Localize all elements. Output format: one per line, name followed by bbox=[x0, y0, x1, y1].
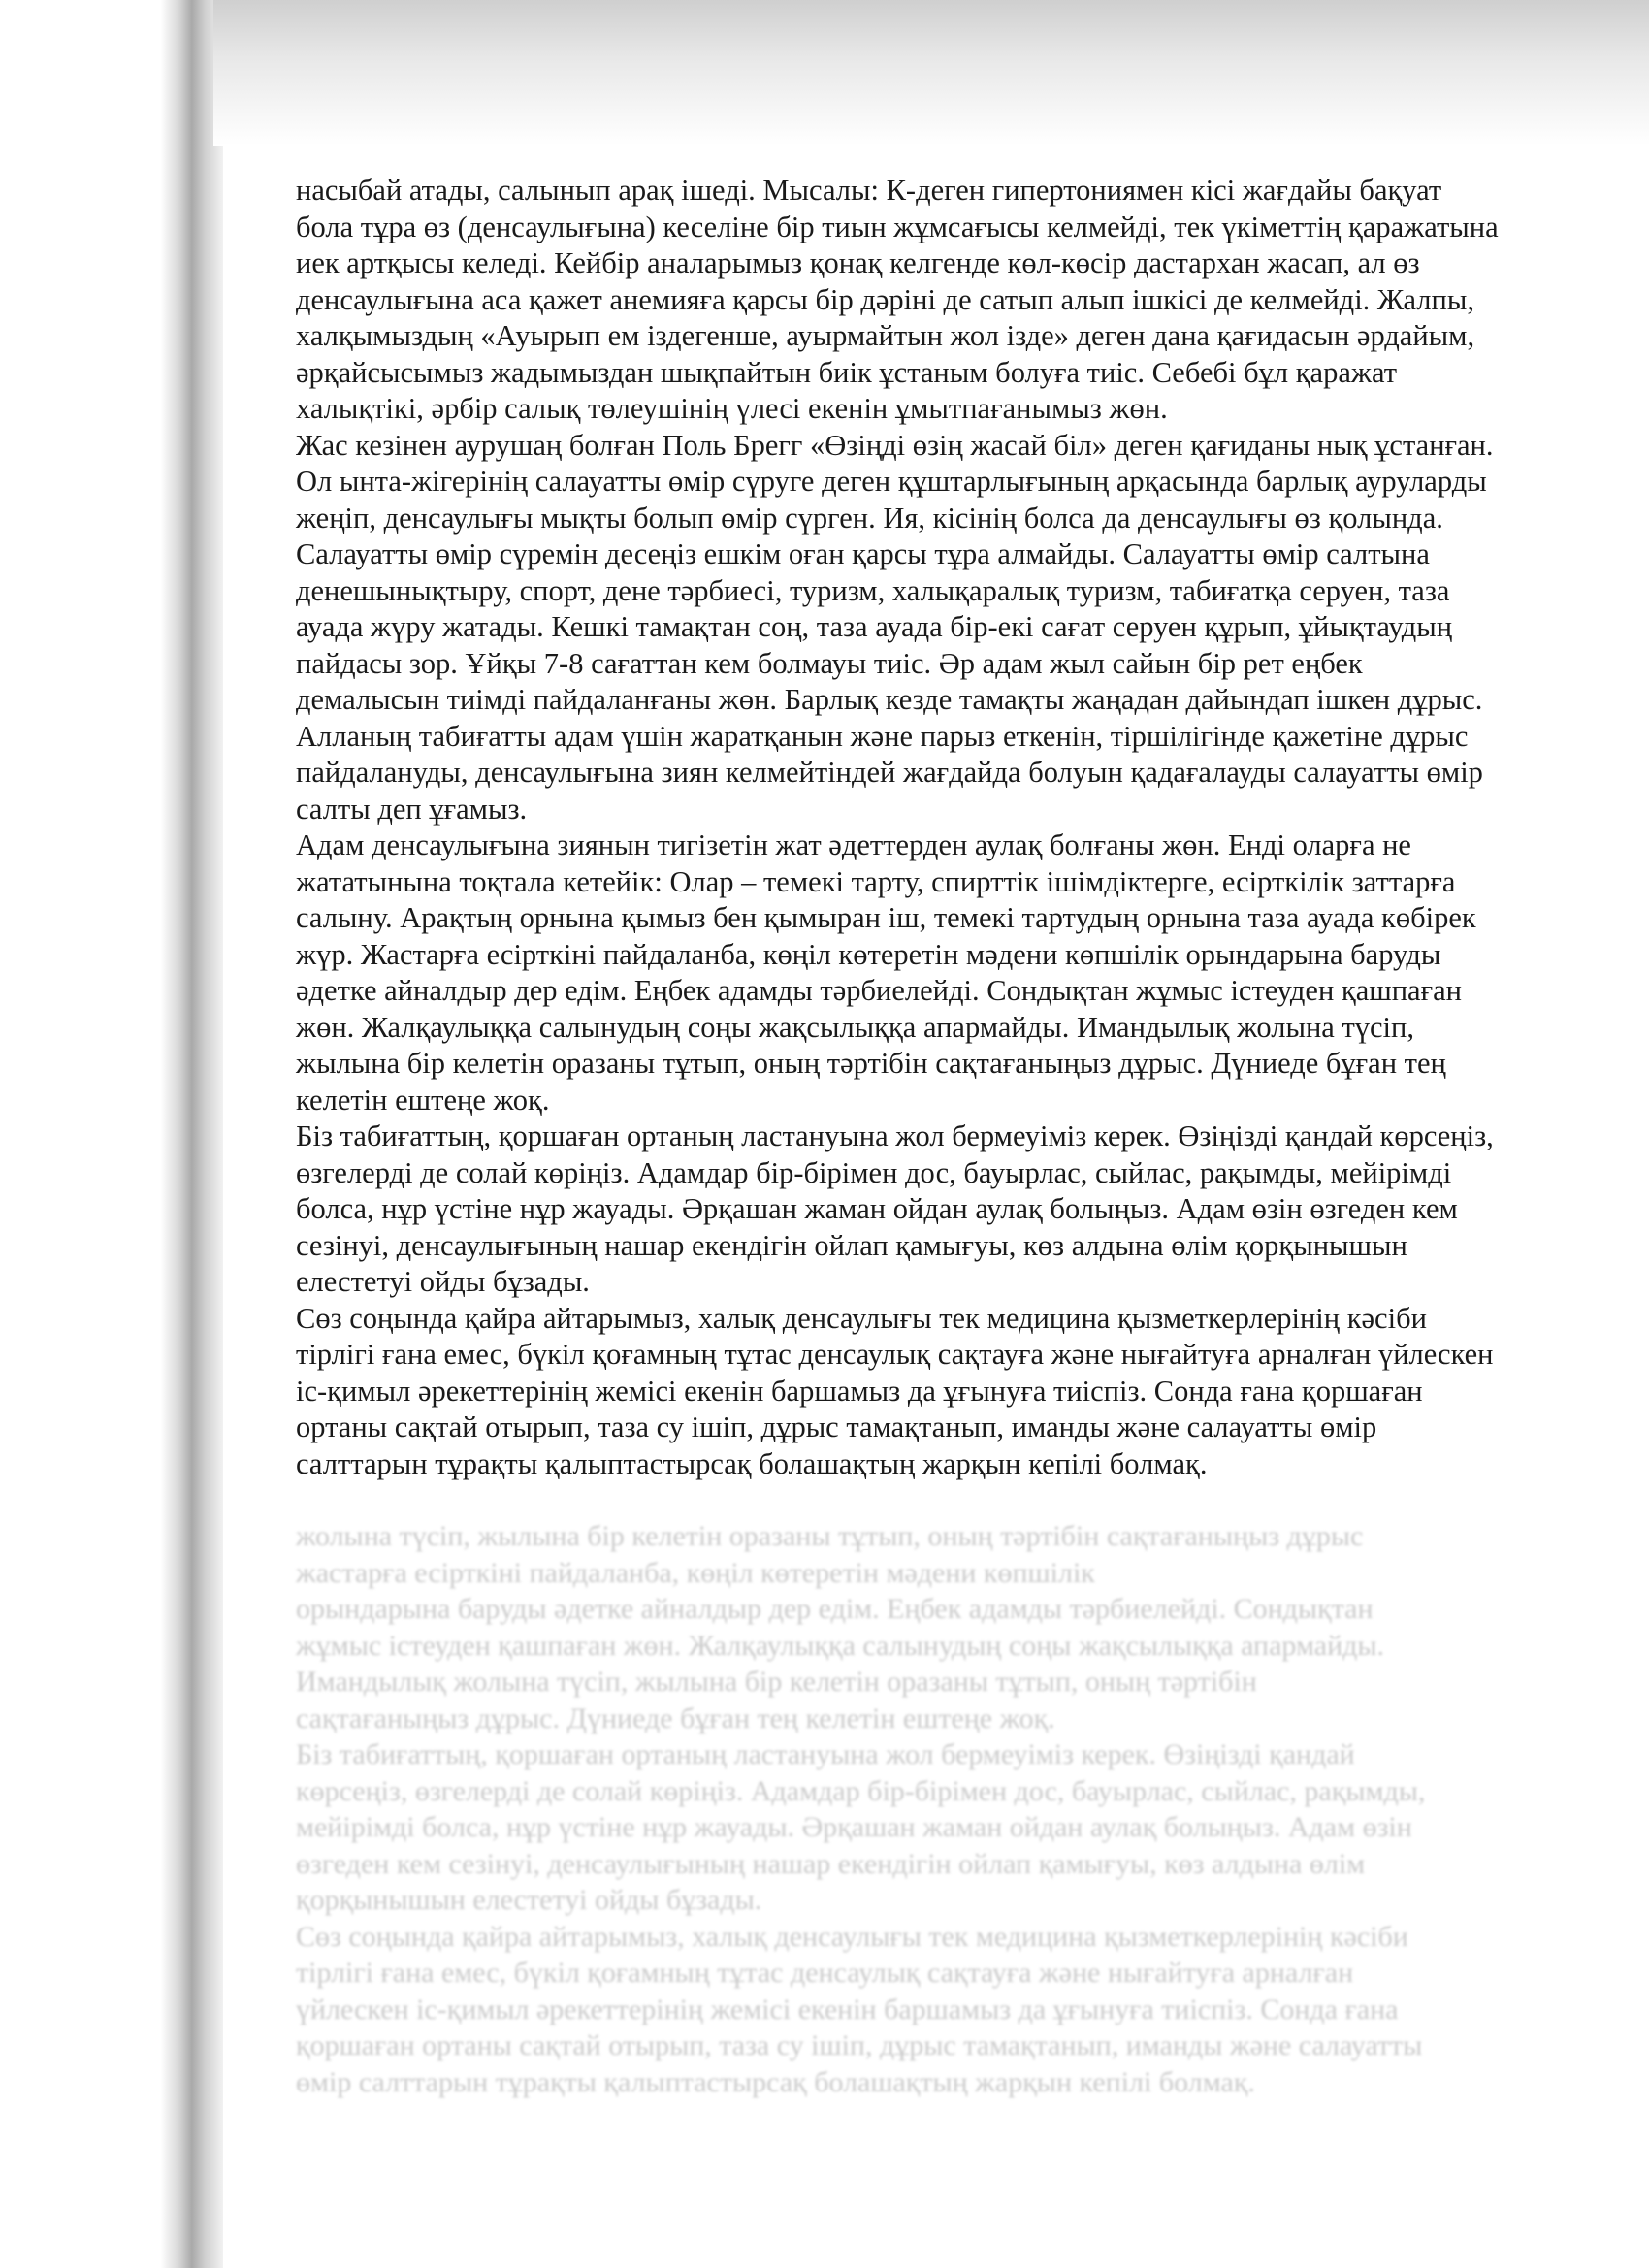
document-page bbox=[296, 173, 1499, 1482]
paragraph-2: Жас кезінен аурушаң болған Поль Брегг «Өзіңді өзің жасай біл» деген қағиданы нық ұстанған. Ол ынта-жігерінің салауатты өмір сүруге деген құштарлығының арқасында барлық ауруларды жеңіп, денсаулығы мықты болып өмір сүрген. Ия, кісінің болса да денсаулығы өз қолында. Салауатты өмір сүремін десеңіз ешкім оған қарсы тұра алмайды. Салауатты өмір салтына денешынықтыру, спорт, дене тәрбиесі, туризм, халықаралық туризм, табиғатқа серуен, таза ауада жүру жатады. Кешкі тамақтан соң, таза ауада бір-екі сағат серуен құрып, ұйықтаудың пайдасы зор. Ұйқы 7-8 сағаттан кем болмауы тиіс. Әр адам жыл сайын бір рет еңбек демалысын тиімді пайдаланғаны жөн. Барлық кезде тамақты жаңадан дайындап ішкен дұрыс. Алланың табиғатты адам үшін жаратқанын және парыз еткенін, тіршілігінде қажетіне дұрыс пайдалануды, денсаулығына зиян келмейтіндей жағдайда болуын қадағалауды салауатты өмір салты деп ұғамыз. bbox=[296, 428, 1494, 826]
paragraph-4: Біз табиғаттың, қоршаған ортаның ластануына жол бермеуіміз керек. Өзіңізді қандай көрсеңіз, өзгелерді де солай көріңіз. Адамдар бір-бірімен дос, бауырлас, сыйлас, рақымды, мейірімді болса, нұр үстіне нұр жауады. Әрқашан жаман ойдан аулақ болыңыз. Адам өзін өзгеден кем сезінуі, денсаулығының нашар екендігін ойлап қамығуы, көз алдына өлім қорқынышын елестетуі ойды бұзады. bbox=[296, 1119, 1494, 1298]
ghost-line: мейірімді болса, нұр үстіне нұр жауады. Әрқашан жаман ойдан аулақ болыңыз. Адам өзін bbox=[296, 1811, 1412, 1843]
ghost-line: тірлігі ғана емес, бүкіл қоғамның тұтас денсаулық сақтауға және нығайтуға арналған bbox=[296, 1957, 1354, 1989]
ghost-line: өзгеден кем сезінуі, денсаулығының нашар екендігін ойлап қамығуы, көз алдына өлім bbox=[296, 1847, 1366, 1880]
ghost-line: жолына түсіп, жылына бір келетін оразаны тұтып, оның тәртібін сақтағаныңыз дұрыс bbox=[296, 1520, 1364, 1552]
ghost-line: жастарға есірткіні пайдаланба, көңіл көтеретін мәдени көпшілік bbox=[296, 1556, 1095, 1589]
ghost-line: үйлескен іс-қимыл әрекеттерінің жемісі екенін баршамыз да ұғынуға тиіспіз. Сонда ғана bbox=[296, 1993, 1399, 2025]
paragraph-1: насыбай атады, салынып арақ ішеді. Мысалы: К-деген гипертониямен кісі жағдайы бақуат бола тұра өз (денсаулығына) кеселіне бір тиын жұмсағысы келмейді, тек үкіметтің қаражатына иек артқысы келеді. Кейбір аналарымыз қонақ келгенде көл-көсір дастархан жасап, ал өз денсаулығына аса қажет анемияға қарсы бір дәріні де сатып алып ішкісі де келмейді. Жалпы, халқымыздың «Ауырып ем іздегенше, ауырмайтын жол ізде» деген дана қағидасын әрдайым, әрқайсысымыз жадымыздан шықпайтын биік ұстаным болуға тиіс. Себебі бұл қаражат халықтікі, әрбір салық төлеушінің үлесі екенін ұмытпағанымыз жөн. bbox=[296, 174, 1499, 425]
paragraph-3: Адам денсаулығына зиянын тигізетін жат әдеттерден аулақ болғаны жөн. Енді оларға не жататынына тоқтала кетейік: Олар – темекі тарту, спирттік ішімдіктерге, есірткілік заттарға салыну. Арақтың орнына қымыз бен қымыран іш, темекі тартудың орнына таза ауада көбірек жүр. Жастарға есірткіні пайдаланба, көңіл көтеретін мәдени көпшілік орындарына баруды әдетке айналдыр дер едім. Еңбек адамды тәрбиелейді. Сондықтан жұмыс істеуден қашпаған жөн. Жалқаулыққа салынудың соңы жақсылыққа апармайды. Имандылық жолына түсіп, жылына бір келетін оразаны тұтып, оның тәртібін сақтағаныңыз дұрыс. Дүниеде бұған тең келетін ештеңе жоқ. bbox=[296, 828, 1476, 1117]
ghost-line: Имандылық жолына түсіп, жылына бір келетін оразаны тұтып, оның тәртібін bbox=[296, 1666, 1257, 1698]
ghost-line: сақтағаныңыз дұрыс. Дүниеде бұған тең келетін ештеңе жоқ. bbox=[296, 1701, 1055, 1734]
ghost-line: көрсеңіз, өзгелерді де солай көріңіз. Адамдар бір-бірімен дос, бауырлас, сыйлас, рақымды, bbox=[296, 1774, 1426, 1807]
show-through-text bbox=[296, 1518, 1499, 2100]
ghost-line: өмір салттарын тұрақты қалыптастырсақ болашақтың жарқын кепілі болмақ. bbox=[296, 2065, 1255, 2098]
scan-shadow-top bbox=[213, 0, 1649, 146]
ghost-line: қоршаған ортаны сақтай отырып, таза су ішіп, дұрыс тамақтанып, иманды және салауатты bbox=[296, 2029, 1423, 2061]
ghost-line: орындарына баруды әдетке айналдыр дер едім. Еңбек адамды тәрбиелейді. Сондықтан bbox=[296, 1593, 1374, 1625]
scan-shadow-left bbox=[0, 0, 223, 2268]
ghost-line: Сөз соңында қайра айтарымыз, халық денсаулығы тек медицина қызметкерлерінің кәсіби bbox=[296, 1920, 1408, 1953]
ghost-line: қорқынышын елестетуі ойды бұзады. bbox=[296, 1884, 762, 1916]
ghost-line: жұмыс істеуден қашпаған жөн. Жалқаулыққа салынудың соңы жақсылыққа апармайды. bbox=[296, 1629, 1385, 1662]
ghost-line: Біз табиғаттың, қоршаған ортаның ластануына жол бермеуіміз керек. Өзіңізді қандай bbox=[296, 1738, 1355, 1770]
paragraph-5: Сөз соңында қайра айтарымыз, халық денсаулығы тек медицина қызметкерлерінің кәсіби тірлігі ғана емес, бүкіл қоғамның тұтас денсаулық сақтауға және нығайтуға арналған үйлескен іс-қимыл әрекеттерінің жемісі екенін баршамыз да ұғынуға тиіспіз. Сонда ғана қоршаған ортаны сақтай отырып, таза су ішіп, дұрыс тамақтанып, иманды және салауатты өмір салттарын тұрақты қалыптастырсақ болашақтың жарқын кепілі болмақ. bbox=[296, 1301, 1494, 1480]
